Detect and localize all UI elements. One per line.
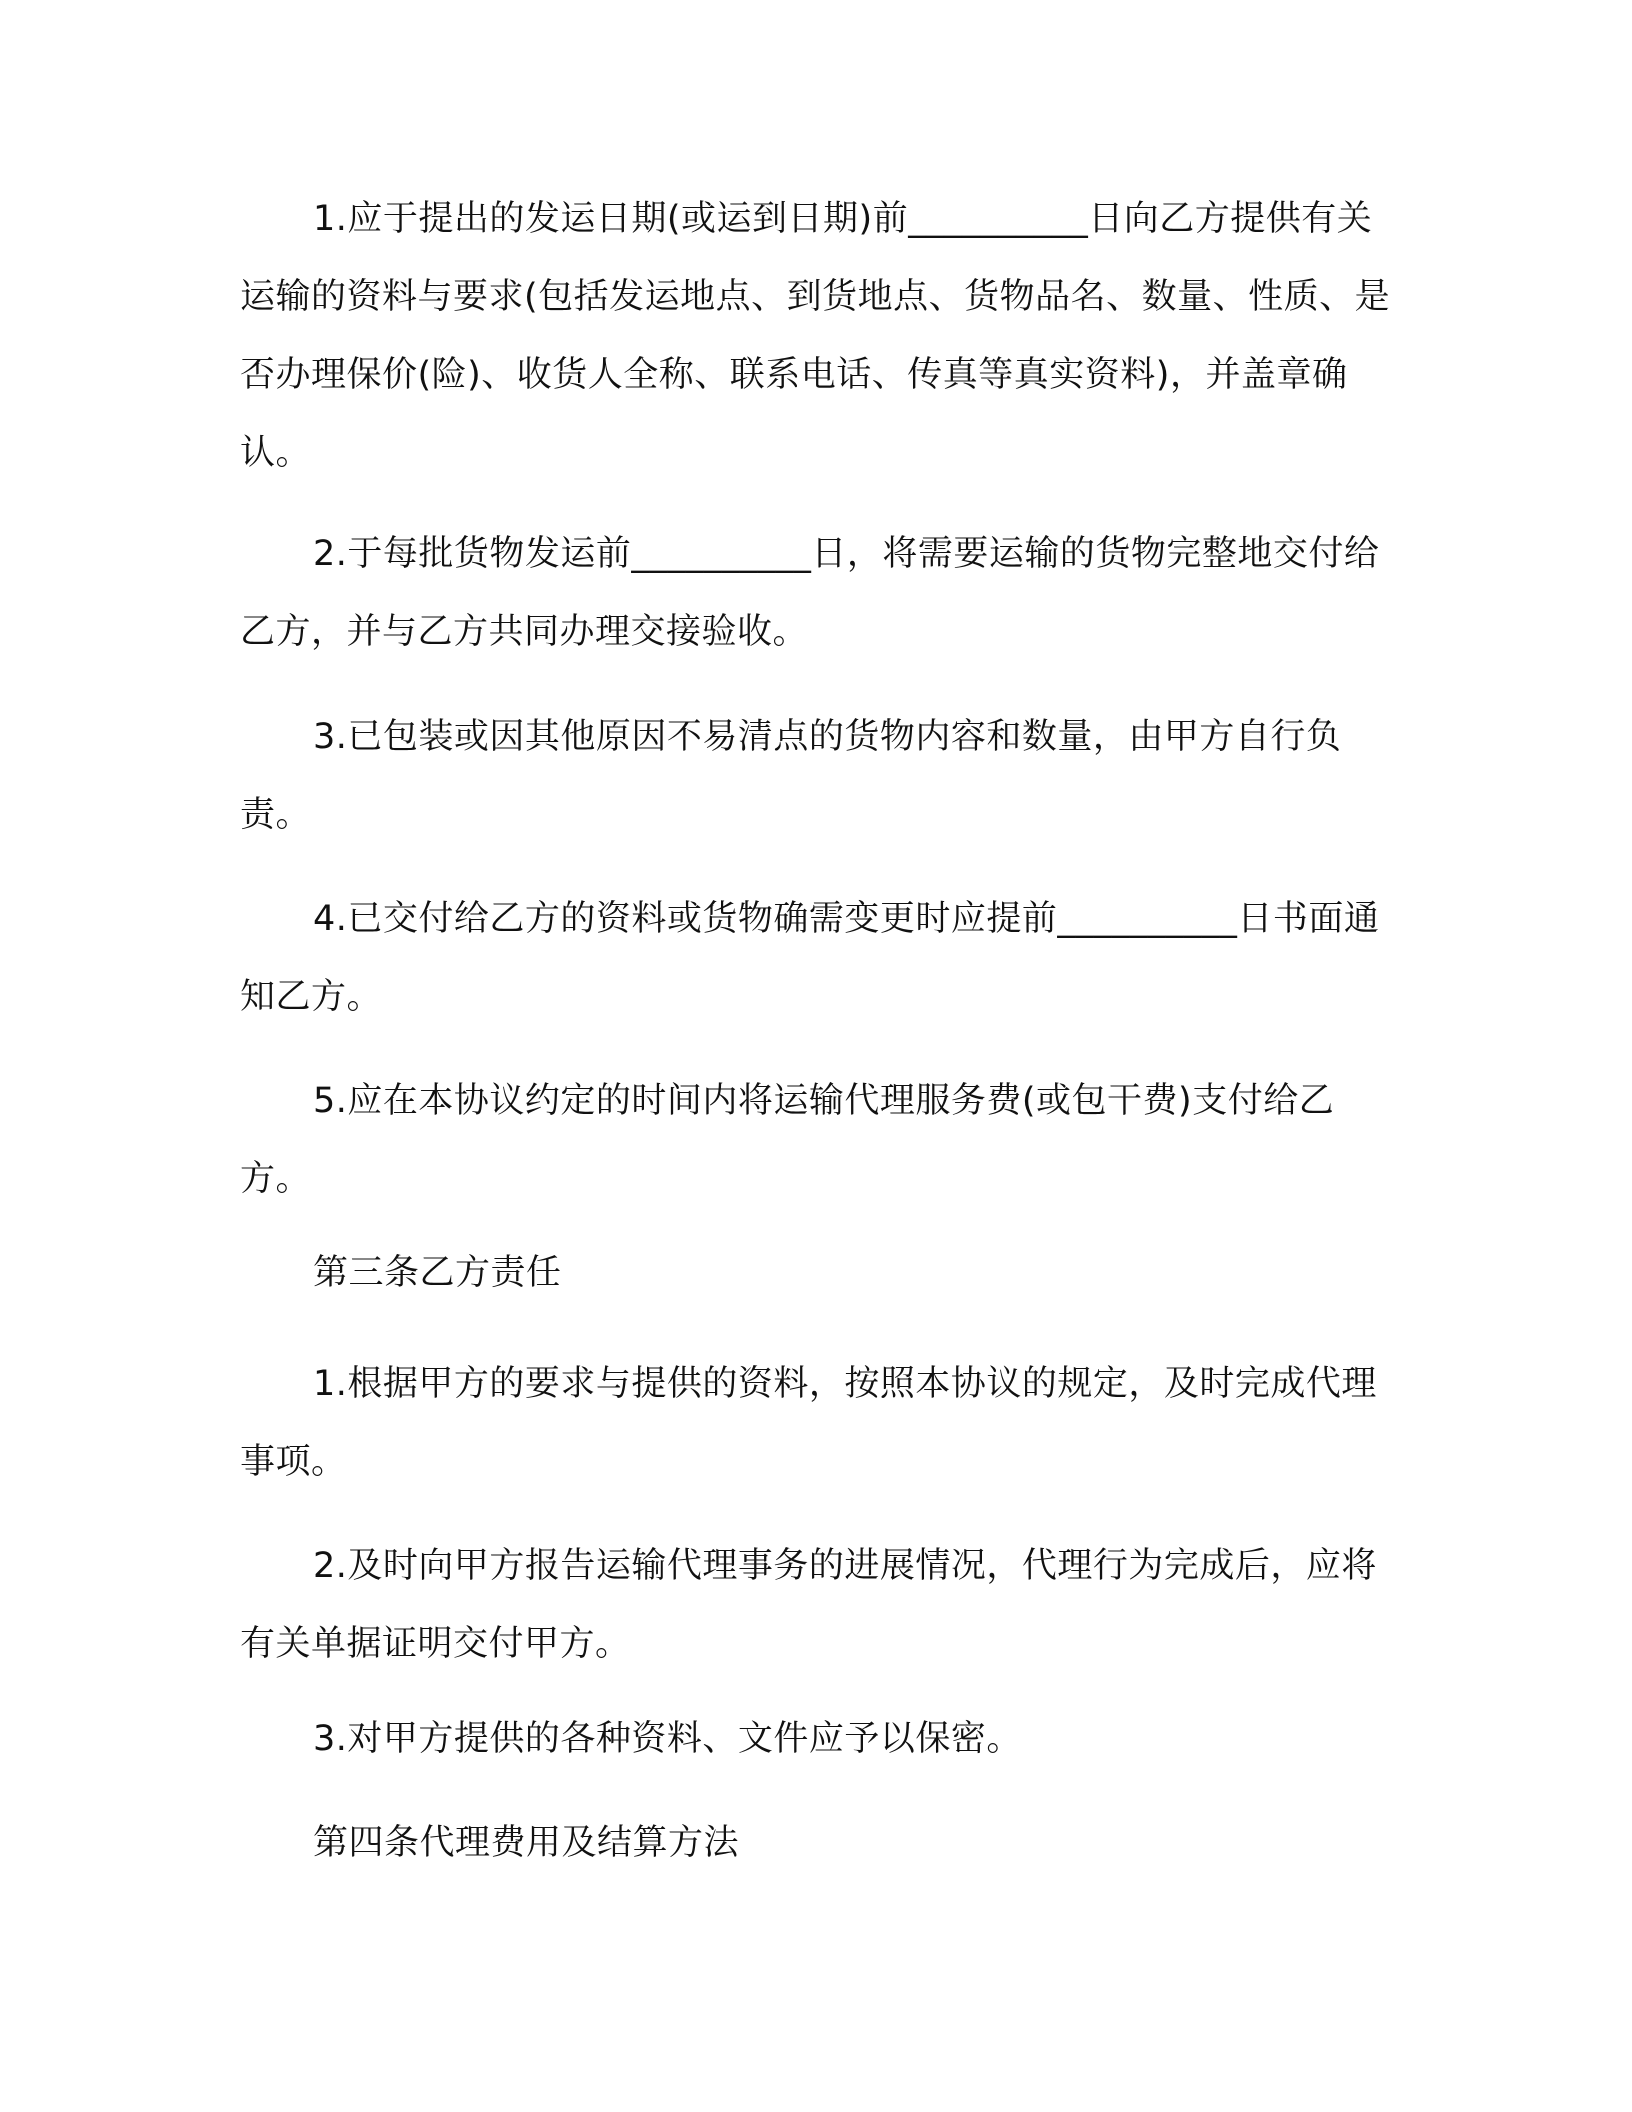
clause-party-a-5: 5.应在本协议约定的时间内将运输代理服务费(或包干费)支付给乙方。 — [240, 1081, 1335, 1199]
article-4-heading: 第四条代理费用及结算方法 — [313, 1823, 740, 1863]
clause-party-a-1: 1.应于提出的发运日期(或运到日期)前__________日向乙方提供有关运输的资料与要求(包括发运地点、到货地点、货物品名、数量、性质、是否办理保价(险)、收货人全称、联系电话、传真等真实资料)，并盖章确认。 — [240, 199, 1391, 473]
article-3-heading: 第三条乙方责任 — [313, 1253, 562, 1293]
clause-party-a-4: 4.已交付给乙方的资料或货物确需变更时应提前__________日书面通知乙方。 — [240, 899, 1380, 1017]
clause-party-b-1: 1.根据甲方的要求与提供的资料，按照本协议的规定，及时完成代理事项。 — [240, 1364, 1377, 1482]
clause-party-b-3: 3.对甲方提供的各种资料、文件应予以保密。 — [313, 1719, 1022, 1759]
clause-party-b-2: 2.及时向甲方报告运输代理事务的进展情况，代理行为完成后，应将有关单据证明交付甲方。 — [240, 1546, 1377, 1664]
clause-party-a-3: 3.已包装或因其他原因不易清点的货物内容和数量，由甲方自行负责。 — [240, 717, 1342, 835]
clause-party-a-2: 2.于每批货物发运前__________日，将需要运输的货物完整地交付给乙方，并与乙方共同办理交接验收。 — [240, 534, 1380, 652]
